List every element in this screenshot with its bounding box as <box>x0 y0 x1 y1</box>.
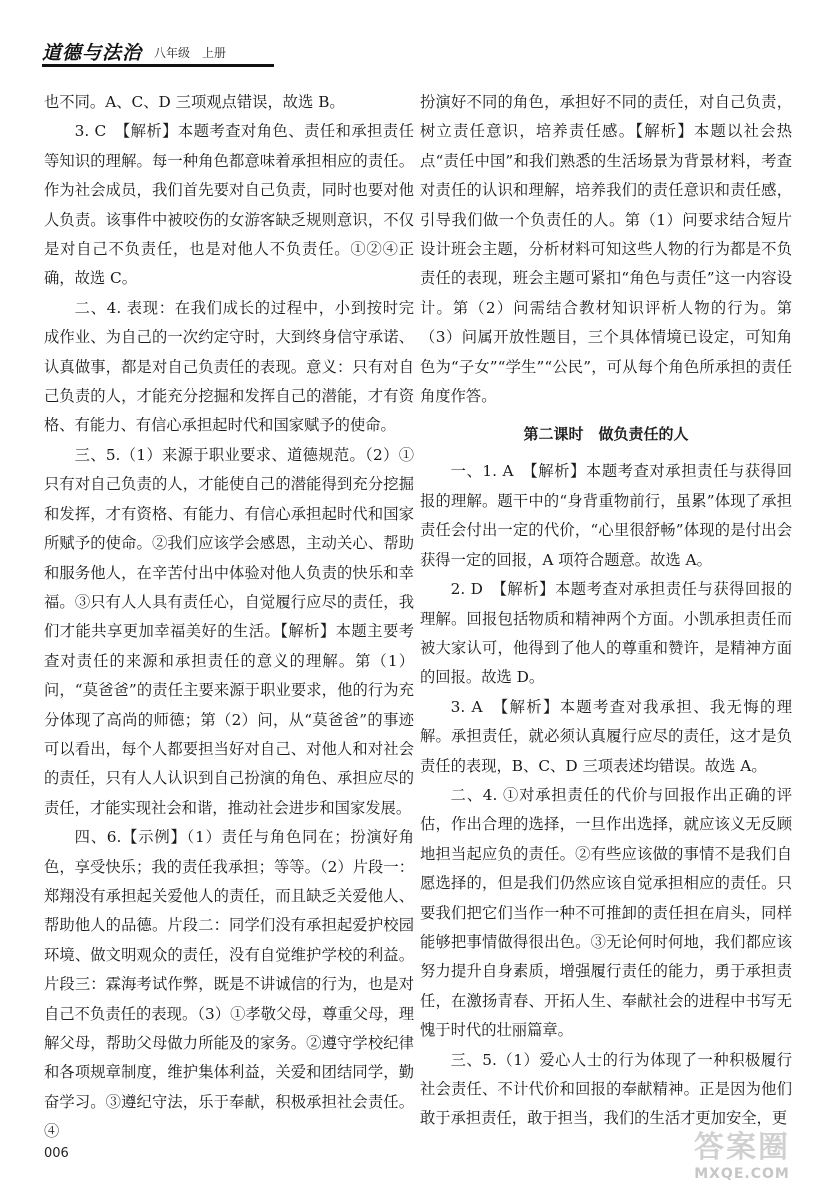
header-rule <box>42 64 274 67</box>
section-title: 第二课时 做负责任的人 <box>523 425 689 444</box>
right-column <box>420 88 792 1134</box>
paragraph: 3. C 【解析】本题考查对角色、责任和承担责任等知识的理解。每一种角色都意味着承担相应的责任。作为社会成员，我们首先要对自己负责，同时也要对他人负责。该事件中被咬伤的女游客缺乏规则意识，不仅是对自己不负责任，也是对他人不负责任。①②④正确，故选 C。 <box>44 122 414 288</box>
paragraph: 二、4. ①对承担责任的代价与回报作出正确的评估，作出合理的选择，一旦作出选择，就应该义无反顾地担当起应负的责任。②有些应该做的事情不是我们自愿选择的，但是我们仍然应该自觉承担相应的责任。只要我们把它们当作一种不可推卸的责任担在肩头，同样能够把事情做得很出色。③无论何时何地，我们都应该努力提升自身素质，增强履行责任的能力，勇于承担责任，在激扬青春、开拓人生、奉献社会的进程中书写无愧于时代的壮丽篇章。 <box>420 785 792 1040</box>
watermark <box>682 1130 802 1192</box>
page-header <box>42 32 292 68</box>
paragraph: 三、5.（1）爱心人士的行为体现了一种积极履行社会责任、不计代价和回报的奉献精神。正是因为他们敢于承担责任，敢于担当，我们的生活才更加安全，更 <box>420 1050 792 1128</box>
subject-title: 道德与法治 <box>42 42 143 64</box>
left-column <box>44 88 414 1147</box>
paragraph: 2. D 【解析】本题考查对承担责任与获得回报的理解。回报包括物质和精神两个方面。小凯承担责任而被大家认可，他得到了他人的尊重和赞许，是精神方面的回报。故选 D。 <box>420 580 792 687</box>
paragraph: 扮演好不同的角色，承担好不同的责任，对自己负责，树立责任意识，培养责任感。【解析】本题以社会热点“责任中国”和我们熟悉的生活场景为背景材料，考查对责任的认识和理解，培养我们的责任意识和责任感，引导我们做一个负责任的人。第（1）问要求结合短片设计班会主题，分析材料可知这些人物的行为都是不负责任的表现，班会主题可紧扣“角色与责任”这一内容设计。第（2）问需结合教材知识评析人物的行为。第（3）问属开放性题目，三个具体情境已设定，可知角色为“子女”“学生”“公民”，可从每个角色所承担的责任角度作答。 <box>420 93 792 406</box>
paragraph: 一、1. A 【解析】本题考查对承担责任与获得回报的理解。题干中的“身背重物前行，虽累”体现了承担责任会付出一定的代价，“心里很舒畅”体现的是付出会获得一定的回报，A 项符合题意。故选 A。 <box>420 462 792 569</box>
page-number: 006 <box>44 1146 69 1161</box>
paragraph: 也不同。A、C、D 三项观点错误，故选 B。 <box>44 93 345 111</box>
watermark-url: MXQE.COM <box>694 1166 790 1182</box>
paragraph: 三、5.（1）来源于职业要求、道德规范。（2）①只有对自己负责的人，才能使自己的潜能得到充分挖掘和发挥，才有资格、有能力、有信心承担起时代和国家所赋予的使命。②我们应该学会感恩，主动关心、帮助和服务他人，在辛苦付出中体验对他人负责的快乐和幸福。③只有人人具有责任心，自觉履行应尽的责任，我们才能共享更加幸福美好的生活。【解析】本题主要考查对责任的来源和承担责任的意义的理解。第（1）问，“莫爸爸”的责任主要来源于职业要求，他的行为充分体现了高尚的师德；第（2）问，从“莫爸爸”的事迹可以看出，每个人都要担当好对自己、对他人和对社会的责任，只有人人认识到自己扮演的角色、承担应尽的责任，才能实现社会和谐，推动社会进步和国家发展。 <box>44 445 414 817</box>
paragraph: 四、6.【示例】（1）责任与角色同在；扮演好角色，享受快乐；我的责任我承担；等等。（2）片段一：郑翔没有承担起关爱他人的责任，而且缺乏关爱他人、帮助他人的品德。片段二：同学们没有承担起爱护校园环境、做文明观众的责任，没有自觉维护学校的利益。片段三：霖海考试作弊，既是不讲诚信的行为，也是对自己不负责任的表现。（3）①孝敬父母，尊重父母，理解父母，帮助父母做力所能及的家务。②遵守学校纪律和各项规章制度，维护集体利益，关爱和团结同学，勤奋学习。③遵纪守法，乐于奉献，积极承担社会责任。④ <box>44 828 414 1141</box>
watermark-logo: 答案圈 <box>694 1130 790 1165</box>
paragraph: 二、4. 表现：在我们成长的过程中，小到按时完成作业、为自己的一次约定守时，大到终身信守承诺、认真做事，都是对自己负责任的表现。意义：只有对自己负责的人，才能充分挖掘和发挥自己的潜能，才有资格、有能力、有信心承担起时代和国家赋予的使命。 <box>44 298 414 435</box>
grade-label: 八年级 上册 <box>154 46 227 60</box>
paragraph: 3. A 【解析】本题考查对我承担、我无悔的理解。承担责任，就必须认真履行应尽的责任，这才是负责任的表现，B、C、D 三项表述均错误。故选 A。 <box>420 697 792 775</box>
